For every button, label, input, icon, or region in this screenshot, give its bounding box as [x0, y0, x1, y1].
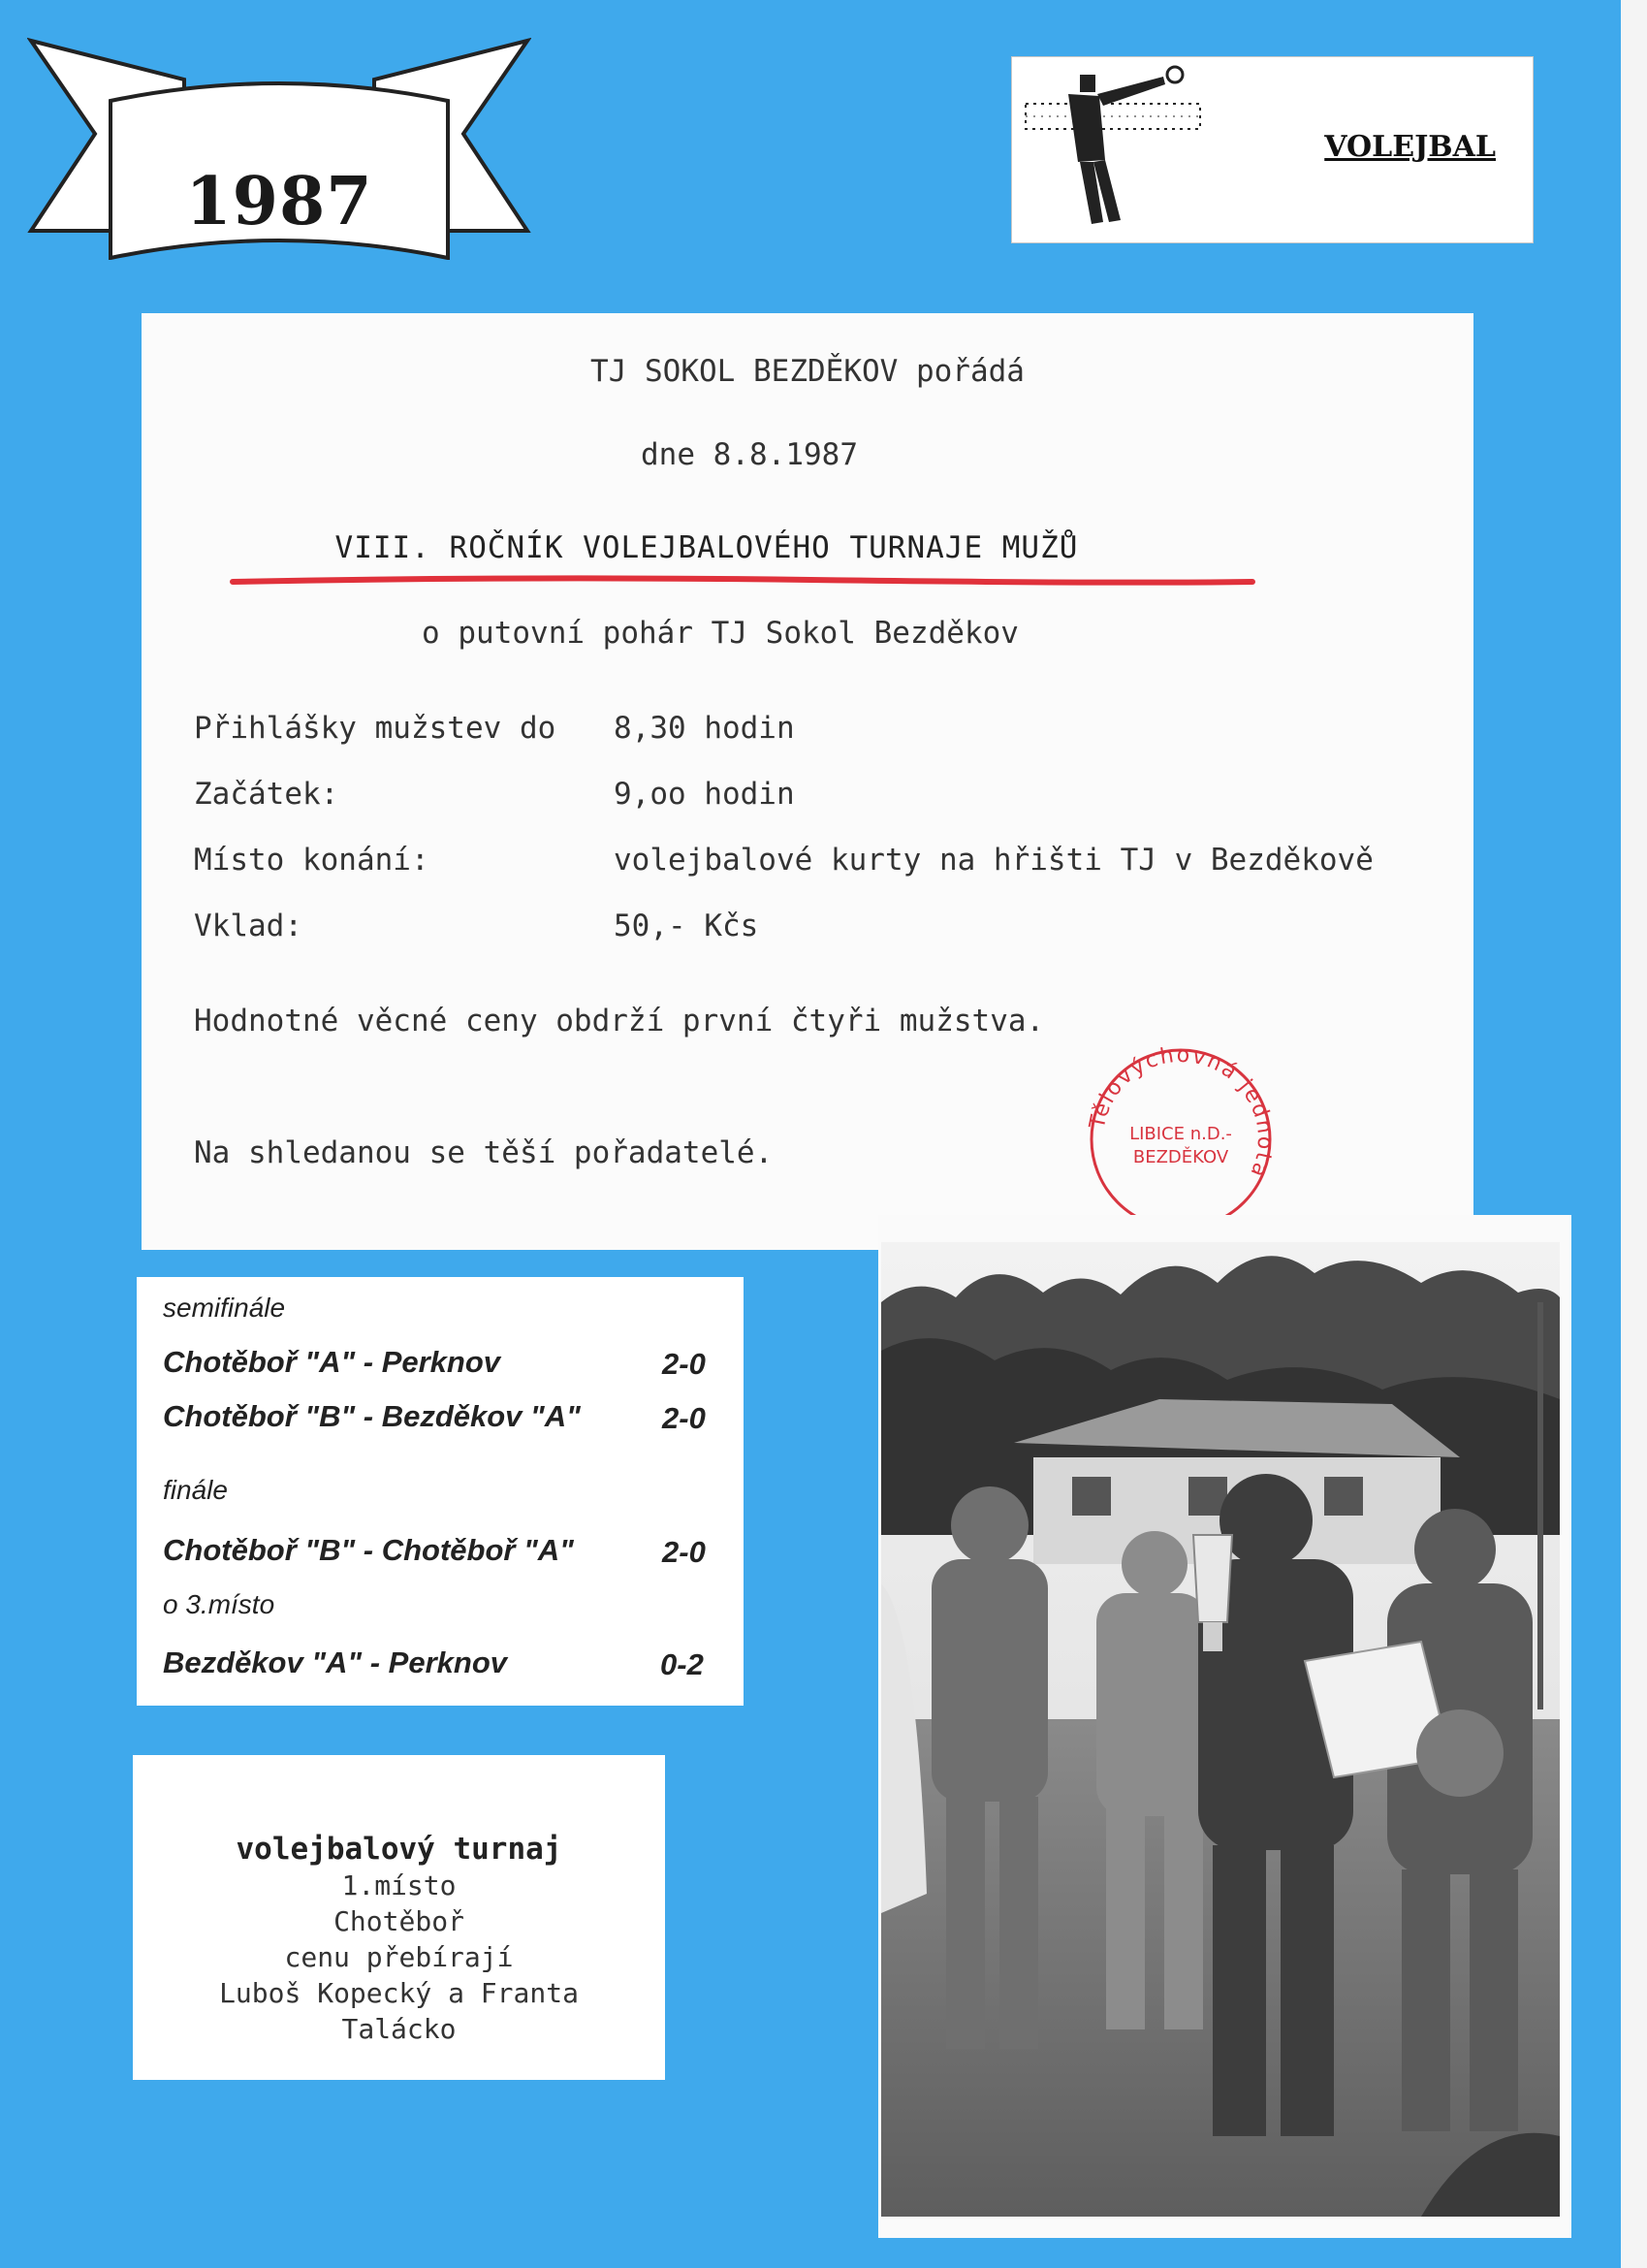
- photo-caption-card: [133, 1755, 665, 2080]
- match-name: Chotěboř "B" - Chotěboř "A": [163, 1533, 574, 1567]
- match-name: Chotěboř "B" - Bezděkov "A": [163, 1399, 581, 1433]
- caption-line: Chotěboř: [333, 1905, 464, 1937]
- sport-card: [1011, 56, 1534, 243]
- match-score: 2-0: [662, 1535, 706, 1569]
- match-score: 2-0: [662, 1347, 706, 1381]
- match-name: Chotěboř "A" - Perknov: [163, 1345, 501, 1379]
- year-label: 1987: [185, 163, 373, 240]
- page-edge: [1621, 0, 1647, 2268]
- detail-value: 9,oo hodin: [614, 777, 795, 812]
- volleyball-player-icon: [1020, 61, 1214, 236]
- caption-line: Luboš Kopecký a Franta: [219, 1977, 579, 2009]
- team-photo: [878, 1215, 1571, 2238]
- detail-label: Přihlášky mužstev do: [194, 711, 556, 746]
- stamp-line-1: LIBICE n.D.-: [1129, 1124, 1232, 1144]
- match-score: 0-2: [660, 1647, 704, 1681]
- headline: VIII. ROČNÍK VOLEJBALOVÉHO TURNAJE MUŽŮ: [334, 530, 1079, 565]
- caption-line: Talácko: [341, 2013, 457, 2045]
- detail-value: volejbalové kurty na hřišti TJ v Bezděkově: [614, 843, 1374, 878]
- detail-value: 8,30 hodin: [614, 711, 795, 746]
- club-stamp: [1084, 1042, 1278, 1236]
- stamp-line-2: BEZDĚKOV: [1132, 1147, 1229, 1167]
- sport-title: VOLEJBAL: [1324, 130, 1496, 164]
- detail-label: Začátek:: [194, 777, 339, 812]
- final-heading: finále: [163, 1475, 228, 1505]
- caption-line: cenu přebírají: [284, 1941, 514, 1973]
- stamp-ring-text: Tělovýchovná jednota: [1085, 1042, 1278, 1183]
- photo-image: [878, 1215, 1571, 2238]
- third-place-heading: o 3.místo: [163, 1589, 275, 1619]
- detail-label: Místo konání:: [194, 843, 429, 878]
- organizer-line: TJ SOKOL BEZDĚKOV pořádá: [590, 354, 1025, 389]
- red-underline: [229, 570, 1256, 590]
- detail-label: Vklad:: [194, 909, 302, 943]
- prizes-line: Hodnotné věcné ceny obdrží první čtyři mužstva.: [194, 1004, 1045, 1038]
- semifinal-heading: semifinále: [163, 1293, 286, 1323]
- match-score: 2-0: [662, 1401, 706, 1435]
- match-name: Bezděkov "A" - Perknov: [163, 1645, 508, 1679]
- year-banner: [27, 27, 531, 260]
- caption-title: volejbalový turnaj: [236, 1832, 562, 1867]
- date-line: dne 8.8.1987: [641, 437, 858, 472]
- results-card: [137, 1277, 744, 1706]
- tournament-invitation: [142, 313, 1473, 1250]
- detail-value: 50,- Kčs: [614, 909, 759, 943]
- trophy-line: o putovní pohár TJ Sokol Bezděkov: [422, 616, 1019, 651]
- caption-line: 1.místo: [341, 1869, 457, 1901]
- farewell-line: Na shledanou se těší pořadatelé.: [194, 1135, 774, 1170]
